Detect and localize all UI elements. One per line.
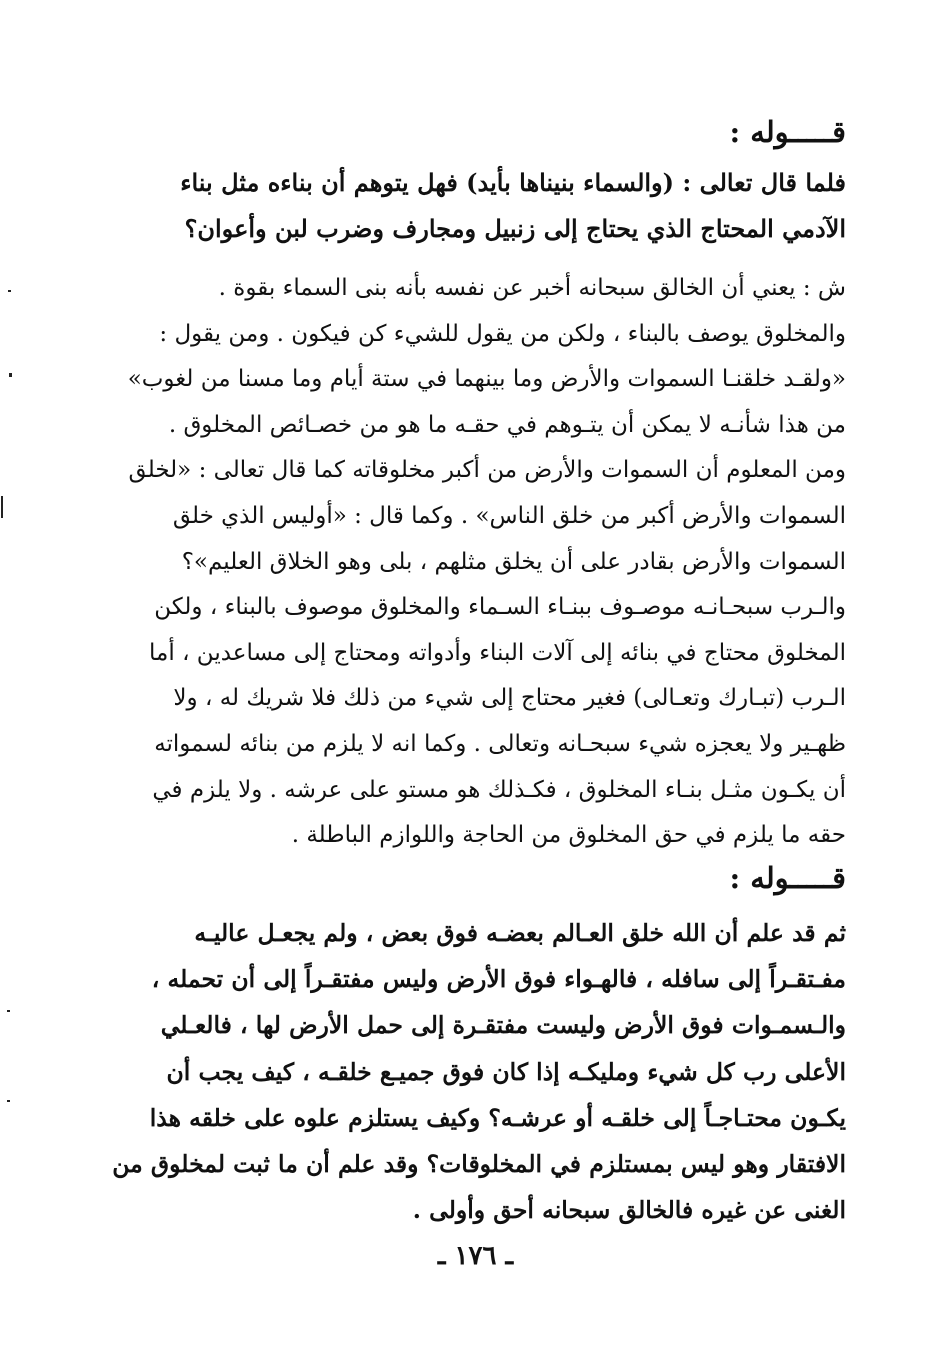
commentary-line: السموات والأرض بقادر على أن يخلق مثلهم ، بلى وهو الخلاق العليم»؟ [181,548,846,575]
scan-mark [7,1100,10,1102]
quoted-passage [106,160,846,252]
passage-line: الافتقار وهو ليس بمستلزم في المخلوقات؟ وقد علم أن ما ثبت لمخلوق من [112,1149,846,1178]
scan-mark [1,496,3,518]
commentary-line: الـرب (تبـارك وتعـالى) فغير محتاج إلى شيء من ذلك فلا شريك له ، ولا [173,685,846,712]
passage-line: الأعلى رب كل شيء ومليكـه إذا كان فوق جميـع خلقـه ، كيف يجب أن [166,1057,846,1086]
passage-line: مفـتقـراً إلى سافله ، فالهـواء فوق الأرض وليس مفتقـراً إلى أن تحمله ، [151,965,846,994]
commentary-line: حقه ما يلزم في حق المخلوق من الحاجة واللوازم الباطلة . [291,822,846,849]
page-number: ـ ١٧٦ ـ [437,1241,514,1271]
quote-line: فلما قال تعالى : (والسماء بنيناها بأيد) فهل يتوهم أن بناءه مثل بناء [180,168,846,197]
scan-mark [8,290,11,292]
commentary-paragraph [106,266,846,859]
passage-line: الغنى عن غيره فالخالق سبحانه أحق وأولى . [412,1196,846,1225]
commentary-line: ش : يعني أن الخالق سبحانه أخبر عن نفسه بأنه بنى السماء بقوة . [218,275,846,301]
scan-mark [7,1010,10,1012]
commentary-line: والـرب سبحـانـه موصـوف ببنـاء السـماء والمخلوق موصوف بالبناء ، ولكن [154,594,846,621]
passage-line: يكـون محتـاجـاً إلى خلقـه أو عرشـه؟ وكيف يستلزم علوه على خلقه هذا [149,1103,846,1132]
section-heading-first: قـــــوله : [729,115,846,149]
commentary-line: ومن المعلوم أن السموات والأرض من أكبر مخلوقاته كما قال تعالى : «لخلق [128,457,846,484]
commentary-line: أن يكـون مثـل بنـاء المخلوق ، فكـذلك هو مستو على عرشه . ولا يلزم في [152,776,846,803]
quote-line: الآدمي المحتاج الذي يحتاج إلى زنبيل ومجارف وضرب لبن وأعوان؟ [184,214,846,243]
commentary-line: السموات والأرض أكبر من خلق الناس» . وكما قال : «أوليس الذي خلق [172,502,846,529]
passage-line: والـسمـوات فوق الأرض وليست مفتقـرة إلى حمل الأرض لها ، فالعـلي [160,1011,846,1040]
commentary-line: والمخلوق يوصف بالبناء ، ولكن من يقول للشيء كن فيكون . ومن يقول : [159,320,846,347]
commentary-line: «ولقـد خلقنـا السموات والأرض وما بينهما في ستة أيام وما مسنا من لغوب» [127,366,846,393]
second-passage [106,910,846,1233]
commentary-line: ظهـير ولا يعجزه شيء سبحـانه وتعالى . وكما انه لا يلزم من بنائه لسمواته [154,730,846,757]
commentary-line: المخلوق محتاج في بنائه إلى آلات البناء وأدواته ومحتاج إلى مساعدين ، أما [149,639,846,666]
scan-mark [9,373,12,377]
passage-line: ثم قد علم أن الله خلق العـالم بعضـه فوق بعض ، ولم يجعـل عاليـه [194,919,846,947]
commentary-line: من هذا شأنـه لا يمكن أن يتـوهم في حقـه ما هو من خصـائص المخلوق . [168,411,846,438]
section-heading-second: قـــــوله : [729,861,846,895]
